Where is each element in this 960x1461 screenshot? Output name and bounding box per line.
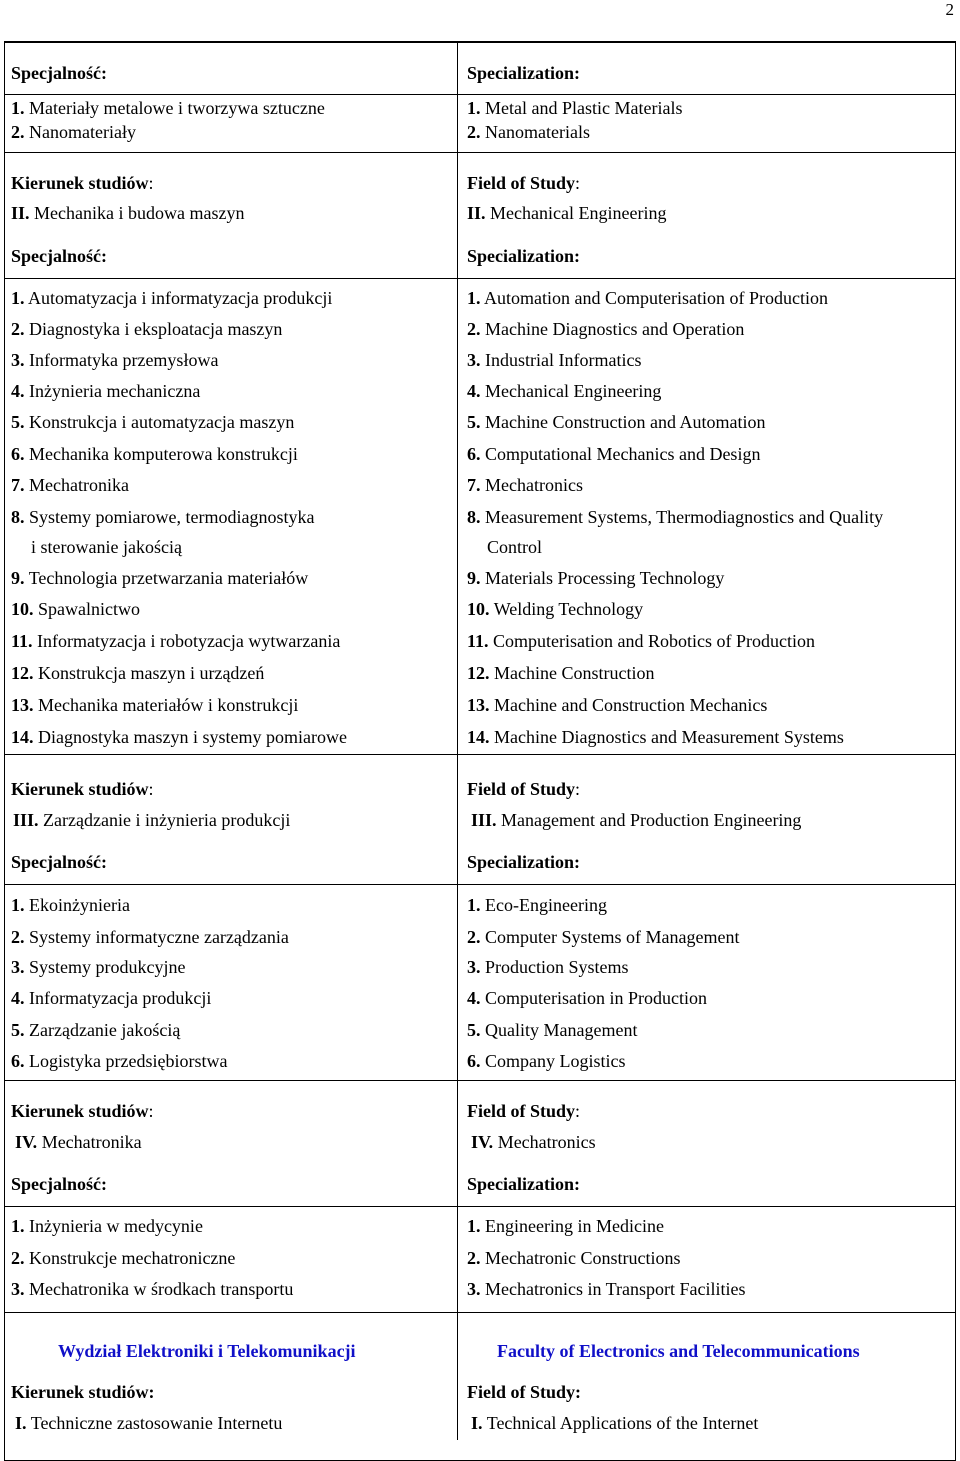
field-of-study-name <box>467 202 666 224</box>
list-item <box>467 894 607 916</box>
specialization-heading-text: Specialization: <box>467 852 580 872</box>
field-of-study-heading <box>11 778 154 800</box>
item-text: Automation and Computerisation of Production <box>484 288 828 308</box>
item-text: Informatyzacja i robotyzacja wytwarzania <box>37 631 341 651</box>
item-text: Mechanical Engineering <box>485 381 662 401</box>
item-text: Machine Construction <box>494 663 655 683</box>
list-item <box>467 443 760 465</box>
item-number: 13. <box>11 695 34 715</box>
list-item <box>467 662 654 684</box>
item-text: Measurement Systems, Thermodiagnostics and Quality <box>485 507 884 527</box>
list-item <box>467 97 682 119</box>
specialization-heading-text: Specialization: <box>467 1174 580 1194</box>
item-number: 4. <box>11 988 25 1008</box>
item-text: Computerisation and Robotics of Production <box>493 631 815 651</box>
list-item <box>11 926 289 948</box>
list-item <box>467 287 828 309</box>
item-text-continuation: i sterowanie jakością <box>31 537 182 557</box>
field-of-study-heading-text: Kierunek studiów: <box>11 1382 155 1402</box>
specialization-heading <box>11 851 107 873</box>
item-number: 12. <box>467 663 490 683</box>
item-text: Machine Diagnostics and Operation <box>485 319 745 339</box>
field-name-text: Techniczne zastosowanie Internetu <box>30 1413 283 1433</box>
field-of-study-colon: : <box>575 779 581 799</box>
list-item <box>11 1215 203 1237</box>
specialization-heading-text: Specialization: <box>467 246 580 266</box>
item-text: Nanomateriały <box>29 122 136 142</box>
list-item <box>11 662 264 684</box>
list-item <box>11 349 218 371</box>
list-item <box>11 506 314 528</box>
item-text: Informatyka przemysłowa <box>29 350 219 370</box>
list-item <box>11 380 200 402</box>
field-of-study-name <box>15 1131 142 1153</box>
row-divider <box>4 754 956 755</box>
item-number: 3. <box>467 1279 481 1299</box>
list-item <box>11 411 294 433</box>
item-text: Inżynieria mechaniczna <box>29 381 201 401</box>
item-text: Materiały metalowe i tworzywa sztuczne <box>29 98 325 118</box>
row-divider <box>4 1312 956 1313</box>
field-name-text: Zarządzanie i inżynieria produkcji <box>43 810 291 830</box>
specialization-heading-text: Specjalność: <box>11 852 107 872</box>
item-number: 2. <box>467 319 481 339</box>
item-number: 2. <box>11 1248 25 1268</box>
item-number: 4. <box>467 381 481 401</box>
item-number: 11. <box>467 631 489 651</box>
field-of-study-heading-text: Field of Study: <box>467 1382 582 1402</box>
row-divider <box>4 278 956 279</box>
list-item <box>467 956 629 978</box>
list-item <box>467 598 643 620</box>
item-text: Machine Diagnostics and Measurement Systems <box>494 727 844 747</box>
roman-numeral: I. <box>471 1413 483 1433</box>
item-text: Zarządzanie jakością <box>29 1020 181 1040</box>
row-divider <box>4 884 956 885</box>
list-item <box>467 380 661 402</box>
item-number: 5. <box>11 1020 25 1040</box>
roman-numeral: III. <box>13 810 39 830</box>
list-item <box>11 894 130 916</box>
roman-numeral: II. <box>11 203 30 223</box>
specialization-heading-text: Specjalność: <box>11 63 107 83</box>
item-number: 14. <box>11 727 34 747</box>
roman-numeral: I. <box>15 1413 27 1433</box>
list-item <box>11 598 140 620</box>
item-text: Company Logistics <box>485 1051 626 1071</box>
field-name-text: Mechatronics <box>497 1132 596 1152</box>
list-item <box>11 726 347 748</box>
list-item <box>467 121 590 143</box>
item-number: 1. <box>467 895 481 915</box>
field-of-study-heading <box>467 1381 581 1403</box>
roman-numeral: IV. <box>15 1132 38 1152</box>
specialization-heading <box>467 1173 580 1195</box>
item-text: Konstrukcja maszyn i urządzeń <box>38 663 265 683</box>
item-text: Quality Management <box>485 1020 638 1040</box>
item-text: Welding Technology <box>493 599 644 619</box>
item-number: 13. <box>467 695 490 715</box>
row-divider <box>4 42 956 43</box>
field-name-text: Mechanika i budowa maszyn <box>34 203 245 223</box>
item-number: 2. <box>467 1248 481 1268</box>
list-item <box>11 1247 235 1269</box>
list-item-continuation <box>487 536 542 558</box>
item-number: 2. <box>11 927 25 947</box>
item-number: 14. <box>467 727 490 747</box>
field-of-study-name <box>471 1131 596 1153</box>
field-of-study-name <box>11 202 244 224</box>
field-of-study-colon: : <box>575 173 581 193</box>
specialization-heading-text: Specjalność: <box>11 1174 107 1194</box>
page-number: 2 <box>945 0 954 19</box>
item-number: 5. <box>467 1020 481 1040</box>
list-item <box>11 694 298 716</box>
list-item <box>467 987 707 1009</box>
item-text: Diagnostyka i eksploatacja maszyn <box>29 319 283 339</box>
specialization-heading-text: Specjalność: <box>11 246 107 266</box>
roman-numeral: IV. <box>471 1132 494 1152</box>
list-item <box>11 97 325 119</box>
specialization-heading <box>467 245 580 267</box>
item-number: 3. <box>467 350 481 370</box>
item-number: 3. <box>11 1279 25 1299</box>
item-number: 6. <box>11 1051 25 1071</box>
field-of-study-colon: : <box>148 1101 154 1121</box>
list-item <box>467 694 767 716</box>
field-of-study-heading <box>467 172 580 194</box>
field-name-text: Mechatronika <box>41 1132 142 1152</box>
item-text: Konstrukcje mechatroniczne <box>29 1248 236 1268</box>
item-number: 4. <box>467 988 481 1008</box>
specialization-heading <box>467 62 580 84</box>
item-text: Computerisation in Production <box>485 988 707 1008</box>
item-text: Mechatronic Constructions <box>485 1248 681 1268</box>
field-of-study-name <box>471 809 801 831</box>
item-text: Nanomaterials <box>485 122 590 142</box>
list-item <box>11 1019 180 1041</box>
item-number: 6. <box>11 444 25 464</box>
field-of-study-name <box>471 1412 758 1434</box>
list-item <box>11 1278 293 1300</box>
specialization-heading <box>11 1173 107 1195</box>
item-number: 2. <box>11 122 25 142</box>
list-item <box>467 474 583 496</box>
field-of-study-label: Kierunek studiów <box>11 1101 149 1121</box>
field-of-study-heading <box>467 1100 580 1122</box>
item-text: Computer Systems of Management <box>485 927 740 947</box>
item-text: Production Systems <box>485 957 629 977</box>
item-number: 3. <box>11 350 25 370</box>
list-item <box>467 1019 637 1041</box>
item-text: Machine and Construction Mechanics <box>494 695 768 715</box>
item-number: 10. <box>11 599 34 619</box>
list-item <box>11 956 185 978</box>
list-item <box>467 1247 680 1269</box>
item-number: 2. <box>11 319 25 339</box>
field-of-study-label: Kierunek studiów <box>11 173 149 193</box>
item-text: Metal and Plastic Materials <box>485 98 683 118</box>
item-number: 1. <box>11 1216 25 1236</box>
item-text: Diagnostyka maszyn i systemy pomiarowe <box>38 727 347 747</box>
item-number: 7. <box>467 475 481 495</box>
list-item <box>11 630 340 652</box>
item-number: 3. <box>11 957 25 977</box>
item-number: 3. <box>467 957 481 977</box>
field-of-study-label: Field of Study <box>467 173 576 193</box>
field-of-study-heading <box>11 1381 155 1403</box>
specialization-heading <box>11 245 107 267</box>
item-text: Computational Mechanics and Design <box>485 444 761 464</box>
list-item <box>11 121 136 143</box>
item-text: Mechanika materiałów i konstrukcji <box>38 695 299 715</box>
item-number: 9. <box>467 568 481 588</box>
item-number: 10. <box>467 599 490 619</box>
item-text: Systemy pomiarowe, termodiagnostyka <box>29 507 315 527</box>
item-number: 1. <box>11 895 25 915</box>
faculty-heading <box>497 1340 860 1362</box>
list-item <box>11 287 332 309</box>
item-number: 2. <box>467 122 481 142</box>
item-number: 2. <box>467 927 481 947</box>
faculty-name: Wydział Elektroniki i Telekomunikacji <box>58 1341 356 1361</box>
field-name-text: Technical Applications of the Internet <box>486 1413 759 1433</box>
item-number: 4. <box>11 381 25 401</box>
item-text: Inżynieria w medycynie <box>29 1216 203 1236</box>
list-item <box>467 567 724 589</box>
list-item <box>467 1278 745 1300</box>
item-text: Mechatronics <box>485 475 583 495</box>
list-item <box>467 926 739 948</box>
roman-numeral: II. <box>467 203 486 223</box>
field-name-text: Mechanical Engineering <box>490 203 667 223</box>
field-of-study-name <box>15 1412 282 1434</box>
list-item <box>467 349 641 371</box>
specialization-heading-text: Specialization: <box>467 63 580 83</box>
item-number: 8. <box>11 507 25 527</box>
list-item <box>467 506 883 528</box>
faculty-heading <box>58 1340 356 1362</box>
item-number: 5. <box>11 412 25 432</box>
item-text: Konstrukcja i automatyzacja maszyn <box>29 412 295 432</box>
field-of-study-colon: : <box>148 779 154 799</box>
field-name-text: Management and Production Engineering <box>501 810 802 830</box>
item-text: Engineering in Medicine <box>485 1216 664 1236</box>
item-text: Ekoinżynieria <box>29 895 130 915</box>
field-of-study-heading <box>467 778 580 800</box>
field-of-study-heading <box>11 172 154 194</box>
item-number: 1. <box>11 288 25 308</box>
item-text: Mechatronika <box>29 475 129 495</box>
list-item <box>11 987 211 1009</box>
item-number: 1. <box>467 1216 481 1236</box>
item-text: Mechanika komputerowa konstrukcji <box>29 444 298 464</box>
list-item <box>11 1050 227 1072</box>
item-number: 6. <box>467 1051 481 1071</box>
item-text: Industrial Informatics <box>485 350 642 370</box>
item-number: 1. <box>467 98 481 118</box>
item-number: 1. <box>11 98 25 118</box>
item-text: Machine Construction and Automation <box>485 412 766 432</box>
item-text: Mechatronika w środkach transportu <box>29 1279 294 1299</box>
list-item <box>467 1215 664 1237</box>
item-text: Mechatronics in Transport Facilities <box>485 1279 746 1299</box>
row-divider <box>4 1206 956 1207</box>
item-text: Systemy produkcyjne <box>29 957 186 977</box>
column-divider <box>457 41 458 1440</box>
item-text: Informatyzacja produkcji <box>29 988 212 1008</box>
item-text: Automatyzacja i informatyzacja produkcji <box>28 288 333 308</box>
row-divider <box>4 1080 956 1081</box>
row-divider <box>4 94 956 95</box>
field-of-study-heading <box>11 1100 154 1122</box>
item-number: 12. <box>11 663 34 683</box>
list-item <box>467 411 765 433</box>
item-text: Spawalnictwo <box>38 599 140 619</box>
item-text: Logistyka przedsiębiorstwa <box>29 1051 228 1071</box>
field-of-study-label: Field of Study <box>467 1101 576 1121</box>
list-item <box>467 630 815 652</box>
item-number: 11. <box>11 631 33 651</box>
item-number: 9. <box>11 568 25 588</box>
list-item <box>11 443 298 465</box>
faculty-name: Faculty of Electronics and Telecommunications <box>497 1341 860 1361</box>
item-text: Technologia przetwarzania materiałów <box>28 568 309 588</box>
item-number: 5. <box>467 412 481 432</box>
list-item <box>11 318 282 340</box>
list-item-continuation <box>31 536 182 558</box>
specialization-heading <box>11 62 107 84</box>
field-of-study-colon: : <box>575 1101 581 1121</box>
field-of-study-label: Field of Study <box>467 779 576 799</box>
item-number: 7. <box>11 475 25 495</box>
item-number: 8. <box>467 507 481 527</box>
item-text: Systemy informatyczne zarządzania <box>29 927 289 947</box>
field-of-study-colon: : <box>148 173 154 193</box>
list-item <box>11 567 308 589</box>
list-item <box>467 726 844 748</box>
list-item <box>467 1050 626 1072</box>
item-number: 1. <box>467 288 481 308</box>
item-number: 6. <box>467 444 481 464</box>
item-text: Materials Processing Technology <box>485 568 725 588</box>
field-of-study-name <box>13 809 290 831</box>
row-divider <box>4 152 956 153</box>
list-item <box>11 474 129 496</box>
roman-numeral: III. <box>471 810 497 830</box>
item-text: Eco-Engineering <box>485 895 607 915</box>
field-of-study-label: Kierunek studiów <box>11 779 149 799</box>
item-text-continuation: Control <box>487 537 543 557</box>
list-item <box>467 318 744 340</box>
specialization-heading <box>467 851 580 873</box>
